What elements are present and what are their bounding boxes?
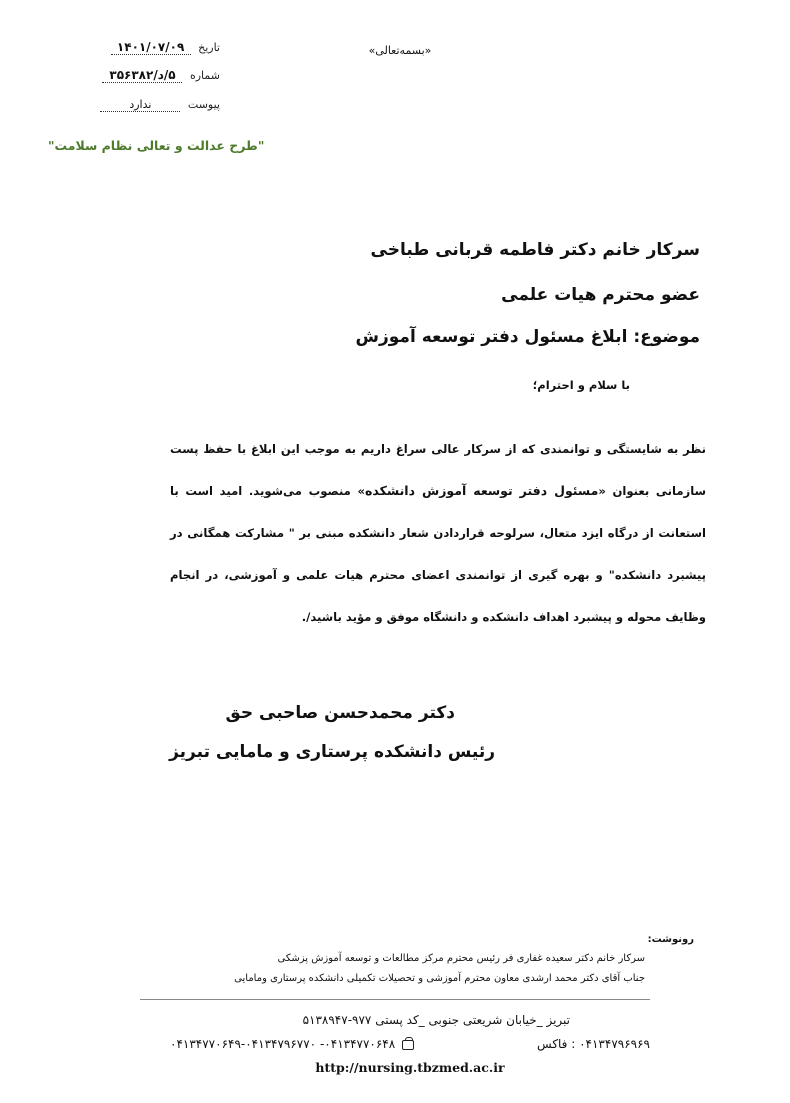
cc-line-1: سرکار خانم دکتر سعیده غفاری فر رئیس محترم مرکز مطالعات و توسعه آموزش پزشکی <box>277 953 645 964</box>
slogan: "طرح عدالت و تعالی نظام سلامت" <box>48 138 265 153</box>
cc-line-2: جناب آقای دکتر محمد ارشدی معاون محترم آموزشی و تحصیلات تکمیلی دانشکده پرستاری ومامایی <box>234 973 645 984</box>
attachment-value: ندارد <box>100 98 180 112</box>
phone-icon <box>402 1040 414 1050</box>
signatory-title: رئیس دانشکده پرستاری و مامایی تبریز <box>169 742 495 762</box>
recipient-name: سرکار خانم دکتر فاطمه قربانی طباخی <box>370 240 700 260</box>
date-row <box>70 40 220 55</box>
footer-phones-row <box>170 1037 414 1051</box>
number-label: شماره <box>189 69 220 82</box>
date-label: تاریخ <box>198 41 220 54</box>
attachment-label: پیوست <box>187 98 220 111</box>
number-row <box>70 68 220 83</box>
signatory-name: دکتر محمدحسن صاحبی حق <box>225 703 455 723</box>
subject-line: موضوع: ابلاغ مسئول دفتر توسعه آموزش <box>355 327 700 347</box>
number-value: ۵/د/۳۵۶۳۸۲ <box>102 68 182 83</box>
attachment-row <box>70 98 220 112</box>
bismillah: «بسمه‌تعالی» <box>368 44 432 57</box>
letter-body <box>170 428 706 638</box>
footer-phones: ۰۴۱۳۴۷۷۰۶۴۸- ۰۴۱۳۴۷۷۰۶۴۹-۰۴۱۳۴۷۹۶۷۷۰ <box>170 1037 396 1051</box>
footer-divider <box>140 999 650 1000</box>
footer-fax: ۰۴۱۳۴۷۹۶۹۶۹ : فاکس <box>537 1037 650 1051</box>
greeting: با سلام و احترام؛ <box>532 378 630 392</box>
website-link[interactable]: http://nursing.tbzmed.ac.ir <box>315 1060 505 1075</box>
cc-title: رونوشت: <box>647 934 694 945</box>
body-role: مسئول دفتر توسعه آموزش دانشکده <box>365 483 599 498</box>
recipient-position: عضو محترم هیات علمی <box>501 285 700 305</box>
body-part-1: نظر به شایستگی و توانمندی که از سرکار عالی سراغ داریم به موجب این ابلاغ با حفظ پست سازمانی بعنوان « <box>170 442 706 498</box>
body-part-2: » منصوب می‌شوید. امید است با استعانت از درگاه ایزد متعال، سرلوحه قراردادن شعار دانشکده مبنی بر " مشارکت همگانی در پیشبرد دانشکده" و بهره گیری از توانمندی اعضای محترم هیات علمی و آموزشی، در انجام وظایف محوله و پیشبرد اهداف دانشکده و دانشگاه موفق و مؤید باشید/. <box>170 484 706 624</box>
footer-address: تبریز _خیابان شریعتی جنوبی _کد پستی ۹۷۷-۵۱۳۸۹۴۷ <box>302 1013 570 1027</box>
date-value: ۱۴۰۱/۰۷/۰۹ <box>111 40 191 55</box>
